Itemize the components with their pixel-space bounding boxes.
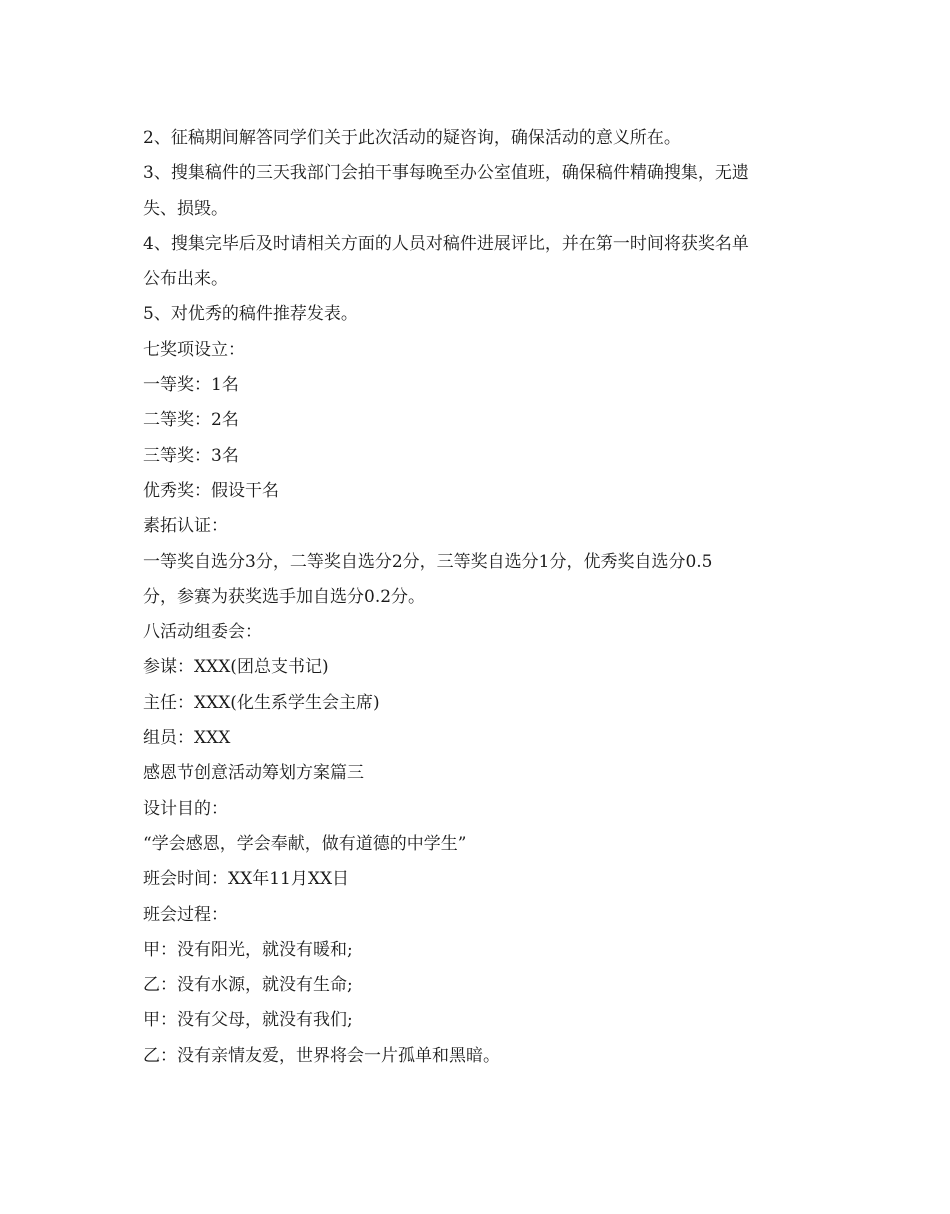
text-line: 分，参赛为获奖选手加自选分0.2分。 [143, 586, 426, 607]
text-line: 班会时间：XX年11月XX日 [143, 869, 350, 890]
text-line: 公布出来。 [143, 269, 228, 290]
text-line: 甲：没有阳光，就没有暖和; [143, 939, 353, 960]
text-line: 一等奖自选分3分，二等奖自选分2分，三等奖自选分1分，优秀奖自选分0.5 [143, 551, 713, 572]
text-line: 4、搜集完毕后及时请相关方面的人员对稿件进展评比，并在第一时间将获奖名单 [143, 233, 749, 254]
text-line: “学会感恩，学会奉献，做有道德的中学生” [143, 833, 467, 854]
section-heading: 设计目的： [143, 798, 228, 819]
text-line: 优秀奖：假设干名 [143, 480, 279, 501]
text-line: 主任：XXX(化生系学生会主席) [143, 692, 380, 713]
text-line: 失、损毁。 [143, 198, 228, 219]
text-line: 3、搜集稿件的三天我部门会拍干事每晚至办公室值班，确保稿件精确搜集，无遗 [143, 163, 749, 184]
section-heading: 班会过程： [143, 904, 228, 925]
text-line: 2、征稿期间解答同学们关于此次活动的疑咨询，确保活动的意义所在。 [143, 128, 681, 148]
text-line: 乙：没有水源，就没有生命; [143, 975, 353, 996]
text-line: 乙：没有亲情友爱，世界将会一片孤单和黑暗。 [143, 1045, 500, 1066]
text-line: 5、对优秀的稿件推荐发表。 [143, 304, 358, 325]
section-heading: 八活动组委会： [143, 622, 262, 643]
text-line: 参谋：XXX(团总支书记) [143, 657, 329, 678]
article-title: 感恩节创意活动筹划方案篇三 [143, 763, 364, 784]
text-line: 组员：XXX [143, 728, 231, 749]
document-body [143, 121, 811, 1074]
section-heading: 七奖项设立： [143, 339, 245, 360]
text-line: 三等奖：3名 [143, 445, 239, 466]
section-heading: 素拓认证： [143, 516, 228, 537]
text-line: 二等奖：2名 [143, 410, 239, 431]
text-line: 甲：没有父母，就没有我们; [143, 1010, 353, 1031]
text-line: 一等奖：1名 [143, 375, 239, 396]
